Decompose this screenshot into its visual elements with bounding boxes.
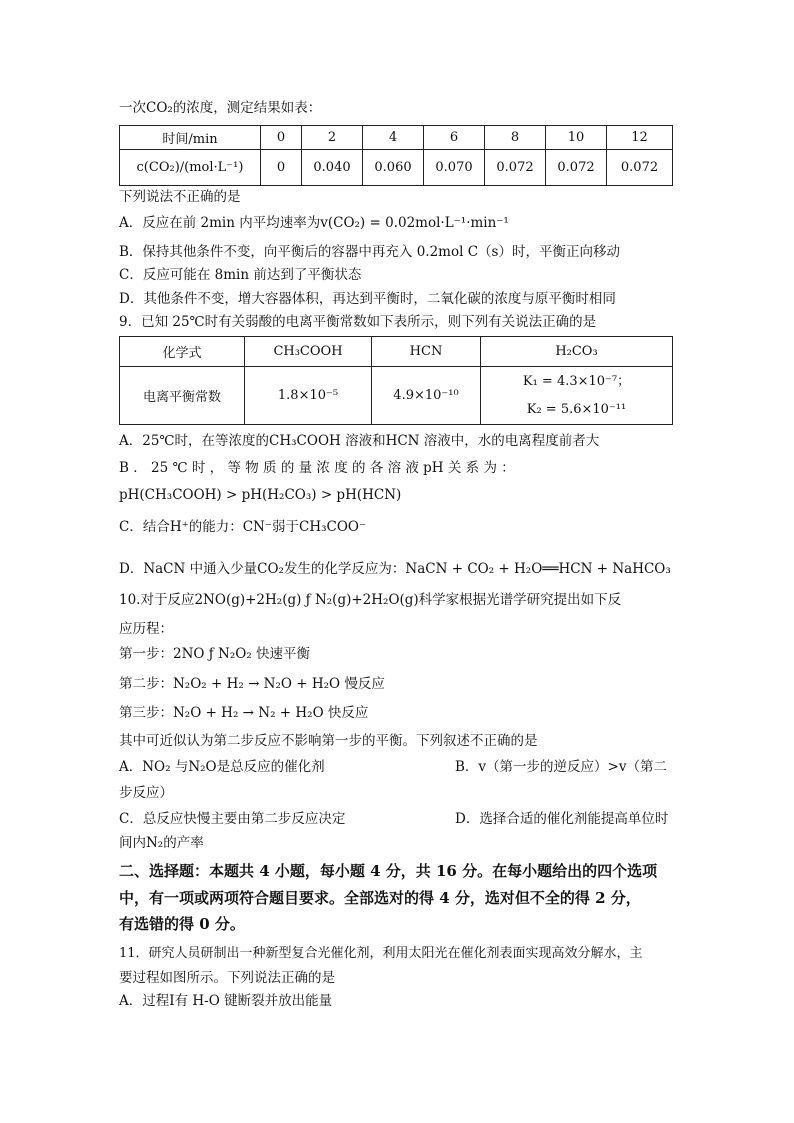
k2-value: K₂ = 5.6×10⁻¹¹ [526,401,627,417]
co2-table-row [120,150,673,186]
q10-option-b-line2: 步反应） [119,785,173,801]
q11-stem-line1: 11．研究人员研制出一种新型复合光催化剂，利用太阳光在催化剂表面实现高效分解水，主 [119,946,643,961]
section2-heading-line1: 二、选择题：本题共 4 小题，每小题 4 分，共 16 分。在每小题给出的四个选项 [119,862,658,880]
cell: 4 [363,126,424,150]
q10-stem-line2: 应历程： [119,621,173,637]
q10-step3: 第三步：N₂O + H₂ → N₂ + H₂O 快反应 [119,705,369,721]
cell: 10 [546,126,607,150]
q11-option-a: A．过程Ⅰ有 H-O 键断裂并放出能量 [119,993,333,1009]
cell: 8 [485,126,546,150]
cell: H₂CO₃ [481,337,673,367]
co2-table-header [120,126,673,150]
intro-line: 一次CO₂的浓度，测定结果如表： [119,100,322,116]
q8-option-d: D．其他条件不变，增大容器体积，再达到平衡时，二氧化碳的浓度与原平衡时相同 [119,291,616,307]
section2-heading-line2: 中，有一项或两项符合题目要求。全部选对的得 4 分，选对但不全的得 2 分， [119,889,641,907]
cell: 2 [302,126,363,150]
cell: 电离平衡常数 [120,367,245,425]
cell: HCN [372,337,481,367]
cell: 0.072 [607,150,673,186]
k1-value: K₁ = 4.3×10⁻⁷； [522,373,631,389]
cell: 化学式 [120,337,245,367]
q8-option-a: A．反应在前 2min 内平均速率为v(CO₂) = 0.02mol·L⁻¹·min⁻¹ [119,215,509,231]
acid-table-row [120,367,673,425]
q10-option-d-line1: D．选择合适的催化剂能提高单位时 [455,811,669,827]
cell: 时间/min [120,126,261,150]
cell: 6 [424,126,485,150]
acid-table-header [120,337,673,367]
co2-table [119,125,673,186]
cell: 12 [607,126,673,150]
q10-option-c: C．总反应快慢主要由第二步反应决定 [119,811,346,827]
q9-option-c: C．结合H⁺的能力：CN⁻弱于CH₃COO⁻ [119,519,367,535]
section2-heading-line3: 有选错的得 0 分。 [119,915,245,933]
q8-option-b: B．保持其他条件不变，向平衡后的容器中再充入 0.2mol C（s）时，平衡正向移动 [119,244,620,260]
q9-option-d: D．NaCN 中通入少量CO₂发生的化学反应为：NaCN + CO₂ + H₂O══HCN + NaHCO₃ [119,561,671,577]
cell: 0 [261,150,302,186]
q10-option-a: A．NO₂ 与N₂O是总反应的催化剂 [119,759,325,775]
acid-table [119,336,673,425]
q10-stem-line1: 10.对于反应2NO(g)+2H₂(g) ƒ N₂(g)+2H₂O(g)科学家根据光谱学研究提出如下反 [119,592,622,608]
q10-step1: 第一步：2NO ƒ N₂O₂ 快速平衡 [119,646,311,662]
cell: 0.072 [485,150,546,186]
q8-stem: 下列说法不正确的是 [119,189,241,205]
q9-option-b-line2: pH(CH₃COOH) > pH(H₂CO₃) > pH(HCN) [119,487,402,503]
cell: 4.9×10⁻¹⁰ [372,367,481,425]
q9-option-b-line1: B ． 25 ℃ 时 ， 等 物 质 的 量 浓 度 的 各 溶 液 pH 关 系 为 ： [119,460,515,476]
q10-step2: 第二步：N₂O₂ + H₂ → N₂O + H₂O 慢反应 [119,676,385,692]
cell-h2co3-constants [481,367,673,425]
cell: 0.060 [363,150,424,186]
cell: 0 [261,126,302,150]
cell: 1.8×10⁻⁵ [245,367,372,425]
cell: 0.072 [546,150,607,186]
q10-option-d-line2: 间内N₂的产率 [119,835,204,851]
q9-stem: 9．已知 25℃时有关弱酸的电离平衡常数如下表所示，则下列有关说法正确的是 [119,314,597,330]
q10-stem-line3: 其中可近似认为第二步反应不影响第一步的平衡。下列叙述不正确的是 [119,733,538,749]
cell: 0.040 [302,150,363,186]
q11-stem-line2: 要过程如图所示。下列说法正确的是 [119,970,335,986]
cell: c(CO₂)/(mol·L⁻¹) [120,150,261,186]
q8-option-c: C．反应可能在 8min 前达到了平衡状态 [119,267,362,283]
q9-option-a: A．25℃时，在等浓度的CH₃COOH 溶液和HCN 溶液中，水的电离程度前者大 [119,433,600,449]
cell: CH₃COOH [245,337,372,367]
q10-option-b-line1: B．v（第一步的逆反应）>v（第二 [455,759,667,775]
cell: 0.070 [424,150,485,186]
